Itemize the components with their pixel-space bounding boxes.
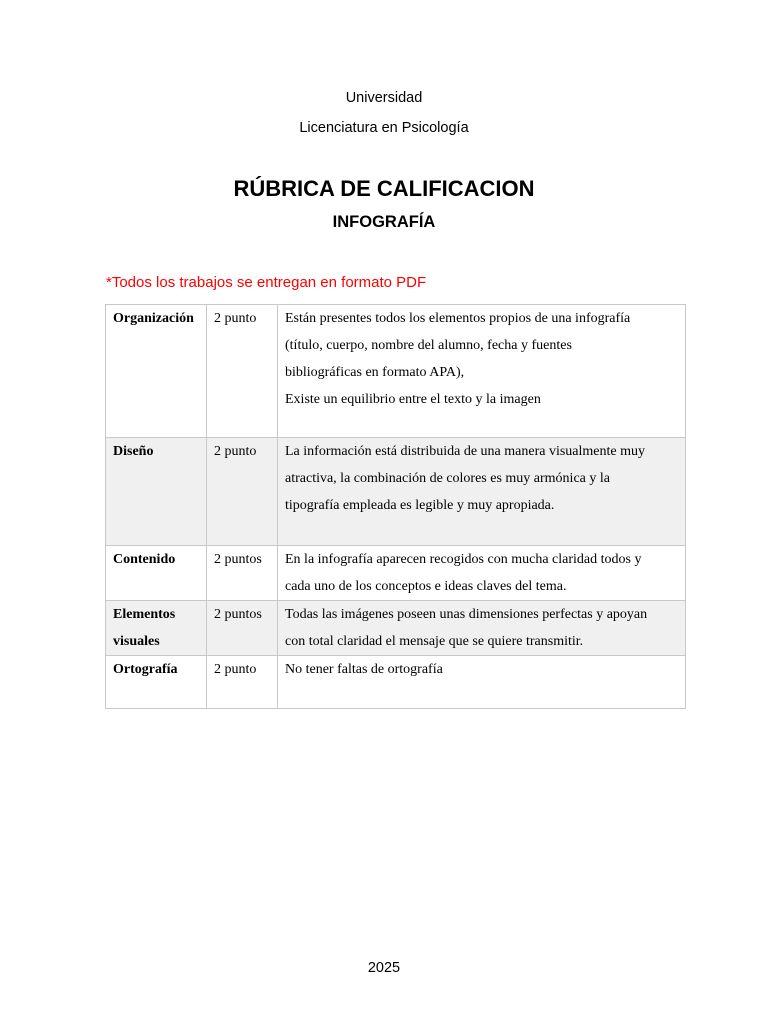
university-name: Universidad [345, 90, 423, 106]
criterion-cell: Organización [106, 305, 207, 438]
footer-year: 2025 [367, 960, 401, 976]
document-title: RÚBRICA DE CALIFICACION [233, 176, 535, 201]
format-note: *Todos los trabajos se entregan en formato PDF [106, 274, 427, 291]
rubric-table [105, 304, 686, 709]
table-row [106, 546, 686, 601]
points-cell: 2 punto [207, 656, 278, 709]
description-line: tipografía empleada es legible y muy apropiada. [285, 498, 555, 513]
criterion-cell [106, 601, 207, 656]
description-cell [278, 438, 686, 546]
criterion-line: visuales [113, 634, 160, 649]
description-line: La información está distribuida de una manera visualmente muy [285, 444, 645, 459]
description-cell [278, 656, 686, 709]
points-cell: 2 puntos [207, 546, 278, 601]
description-line: No tener faltas de ortografía [285, 662, 443, 677]
criterion-cell: Contenido [106, 546, 207, 601]
document-subtitle: INFOGRAFÍA [332, 213, 436, 231]
description-line: Están presentes todos los elementos propios de una infografía [285, 311, 631, 326]
description-line: En la infografía aparecen recogidos con mucha claridad todos y [285, 552, 642, 567]
points-cell: 2 puntos [207, 601, 278, 656]
program-name: Licenciatura en Psicología [299, 120, 469, 136]
description-line: cada uno de los conceptos e ideas claves del tema. [285, 579, 567, 594]
criterion-cell: Diseño [106, 438, 207, 546]
description-line: Existe un equilibrio entre el texto y la imagen [285, 392, 541, 407]
description-line: bibliográficas en formato APA), [285, 365, 465, 380]
description-cell [278, 546, 686, 601]
description-line: (título, cuerpo, nombre del alumno, fecha y fuentes [285, 338, 572, 353]
table-row [106, 601, 686, 656]
description-cell [278, 305, 686, 438]
criterion-line: Elementos [113, 607, 176, 622]
description-line: Todas las imágenes poseen unas dimensiones perfectas y apoyan [285, 607, 648, 622]
table-row [106, 438, 686, 546]
description-line: atractiva, la combinación de colores es muy armónica y la [285, 471, 610, 486]
points-cell: 2 punto [207, 305, 278, 438]
description-line: con total claridad el mensaje que se quiere transmitir. [285, 634, 584, 649]
table-row [106, 656, 686, 709]
table-row [106, 305, 686, 438]
description-cell [278, 601, 686, 656]
points-cell: 2 punto [207, 438, 278, 546]
criterion-cell: Ortografía [106, 656, 207, 709]
